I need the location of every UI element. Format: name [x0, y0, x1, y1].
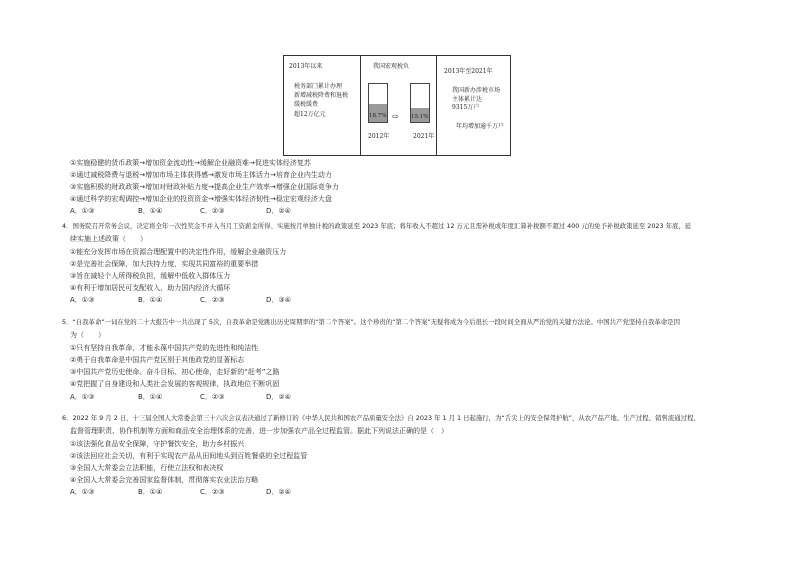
q5-stem-line1: 5．“自我革命”一词在党的二十大报告中一共出现了 5次，自我革命是党跳出历史周期率的“第二个答案”。这个珍贵的“第二个答案”无疑将成为今后很长一段时间全面从严治党的关键方法论。中国共产党坚持自我革命是因	[62, 318, 680, 326]
q4-answer-d: D．③④	[266, 296, 291, 304]
q6-option-1: ①该法强化食品安全保障，守护餐饮安全，助力乡村振兴	[70, 440, 245, 448]
q4-option-2: ②是完善社会保障，加大扶持力度，实现共同富裕的重要举措	[70, 260, 259, 268]
q3-option-3: ③实施积极的财政政策→增加对财政补贴力度→提高企业生产效率→增强企业国际竞争力	[70, 183, 339, 191]
q5-option-4: ④党把握了自身建设和人类社会发展的客观规律，执政地位不断巩固	[70, 380, 280, 388]
q6-option-2: ②该法回应社会关切，有利于实现农产品从田间地头到百姓餐桌的全过程监管	[70, 452, 308, 460]
q5-option-1: ①只有坚持自我革命，才能永葆中国共产党的先进性和纯洁性	[70, 344, 259, 352]
q3-answer-d: D．②④	[266, 207, 291, 215]
box1-line3: 新增减税降费和退税	[294, 92, 349, 99]
q4-answer-c: C．②③	[200, 296, 225, 304]
q5-option-2: ②勇于自我革命是中国共产党区别于其他政党的显著标志	[70, 356, 245, 364]
q5-option-3: ③中国共产党历史使命、奋斗目标、初心使命，走好新的“赶考”之路	[70, 368, 280, 376]
q5-answer-c: C．②③	[200, 393, 225, 401]
q5-answer-b: B．①④	[138, 393, 163, 401]
q3-option-4: ④通过科学的宏观调控→增加企业的投资资金→增强实体经济韧性→稳定宏观经济大盘	[70, 195, 332, 203]
box3-line4: 9315万户	[452, 104, 480, 111]
figure-divider	[436, 56, 437, 155]
q4-stem-line2: 续实施上述政策（ ）	[70, 235, 147, 243]
q4-option-1: ①能充分发挥市场在资源合理配置中的决定性作用，缓解企业融资压力	[70, 248, 287, 256]
q6-option-4: ④全国人大常委会完善国家监督体制，贯彻落实农业法治方略	[70, 476, 259, 484]
box2-title: 我国宏观税负	[373, 63, 410, 70]
box1-line4: 缓税缓费	[294, 101, 319, 108]
q6-answer-b: B．①④	[138, 488, 163, 496]
q6-option-3: ③全国人大常委会立法职能，行使立法权和表决权	[70, 464, 224, 472]
q3-answer-a: A．①③	[70, 207, 95, 215]
box3-line3: 主体累计达	[452, 96, 483, 103]
q5-stem-line2: 为（ ）	[70, 331, 105, 339]
box1-line5: 超12万亿元	[294, 111, 326, 118]
box3-line5: 年均增加逾千万户	[456, 123, 505, 130]
q6-stem-line1: 6．2022 年 9 月 2 日，十三届全国人大常委会第三十六次会议表决通过了新修订的《中华人民共和国农产品质量安全法》自 2023 年 1 月 1 日起施行，为“舌尖上的安全保驾护航”，从农产品产地、生产过程、销售流通过程、	[62, 414, 700, 422]
q6-answer-a: A．①③	[70, 488, 95, 496]
q4-option-3: ③旨在减轻个人所得税负担，缓解中低收入群体压力	[70, 272, 231, 280]
bar-2021-year: 2021年	[413, 133, 435, 140]
q3-answer-b: B．①④	[138, 207, 163, 215]
box3-line2: 我国新办涉税市场	[452, 87, 501, 94]
q5-answer-d: D．②④	[266, 393, 291, 401]
q6-stem-line2: 监督管理职责、协作机制等方面和商品安全治理体系的完善，进一步加强农产品全过程监管。据此下列说法正确的是（ ）	[70, 427, 448, 435]
figure-divider	[360, 56, 361, 155]
infographic-figure	[283, 55, 511, 156]
bar-2012-year: 2012年	[368, 133, 390, 140]
box3-line1: 2013年至2021年	[444, 68, 493, 75]
bar-2021-label: 15.1%	[411, 114, 429, 120]
arrow-icon: ⇨	[392, 112, 399, 121]
q5-answer-a: A．①③	[70, 393, 95, 401]
box1-line2: 税务部门累计办理	[294, 83, 343, 90]
q3-option-2: ②通过减税降费与退税→增加市场主体获得感→激发市场主体活力→培育企业内生动力	[70, 171, 332, 179]
q4-option-4: ④有利于增加居民可支配收入，助力国内经济大循环	[70, 284, 231, 292]
box1-line1: 2013年以来	[289, 63, 323, 70]
q4-answer-a: A．①③	[70, 296, 95, 304]
q3-answer-c: C．②③	[200, 207, 225, 215]
bar-2012-label: 18.7%	[369, 113, 387, 119]
q4-answer-b: B．①④	[138, 296, 163, 304]
q6-answer-c: C．②③	[200, 488, 225, 496]
q4-stem-line1: 4．国务院召开常务会议，决定将全年一次性奖金不并入当月工资薪金所得、实施按月单独计税的政策延至 2023 年底；将年收入不超过 12 万元且需补税或年度汇算补税额不超过 400 元的免予补税政策延至 2023 年底，延	[62, 222, 692, 230]
q6-answer-d: D．②④	[266, 488, 291, 496]
q3-option-1: ①实施稳健的货币政策→增加资金流动性→缓解企业融资难→促进实体经济复苏	[70, 159, 311, 167]
